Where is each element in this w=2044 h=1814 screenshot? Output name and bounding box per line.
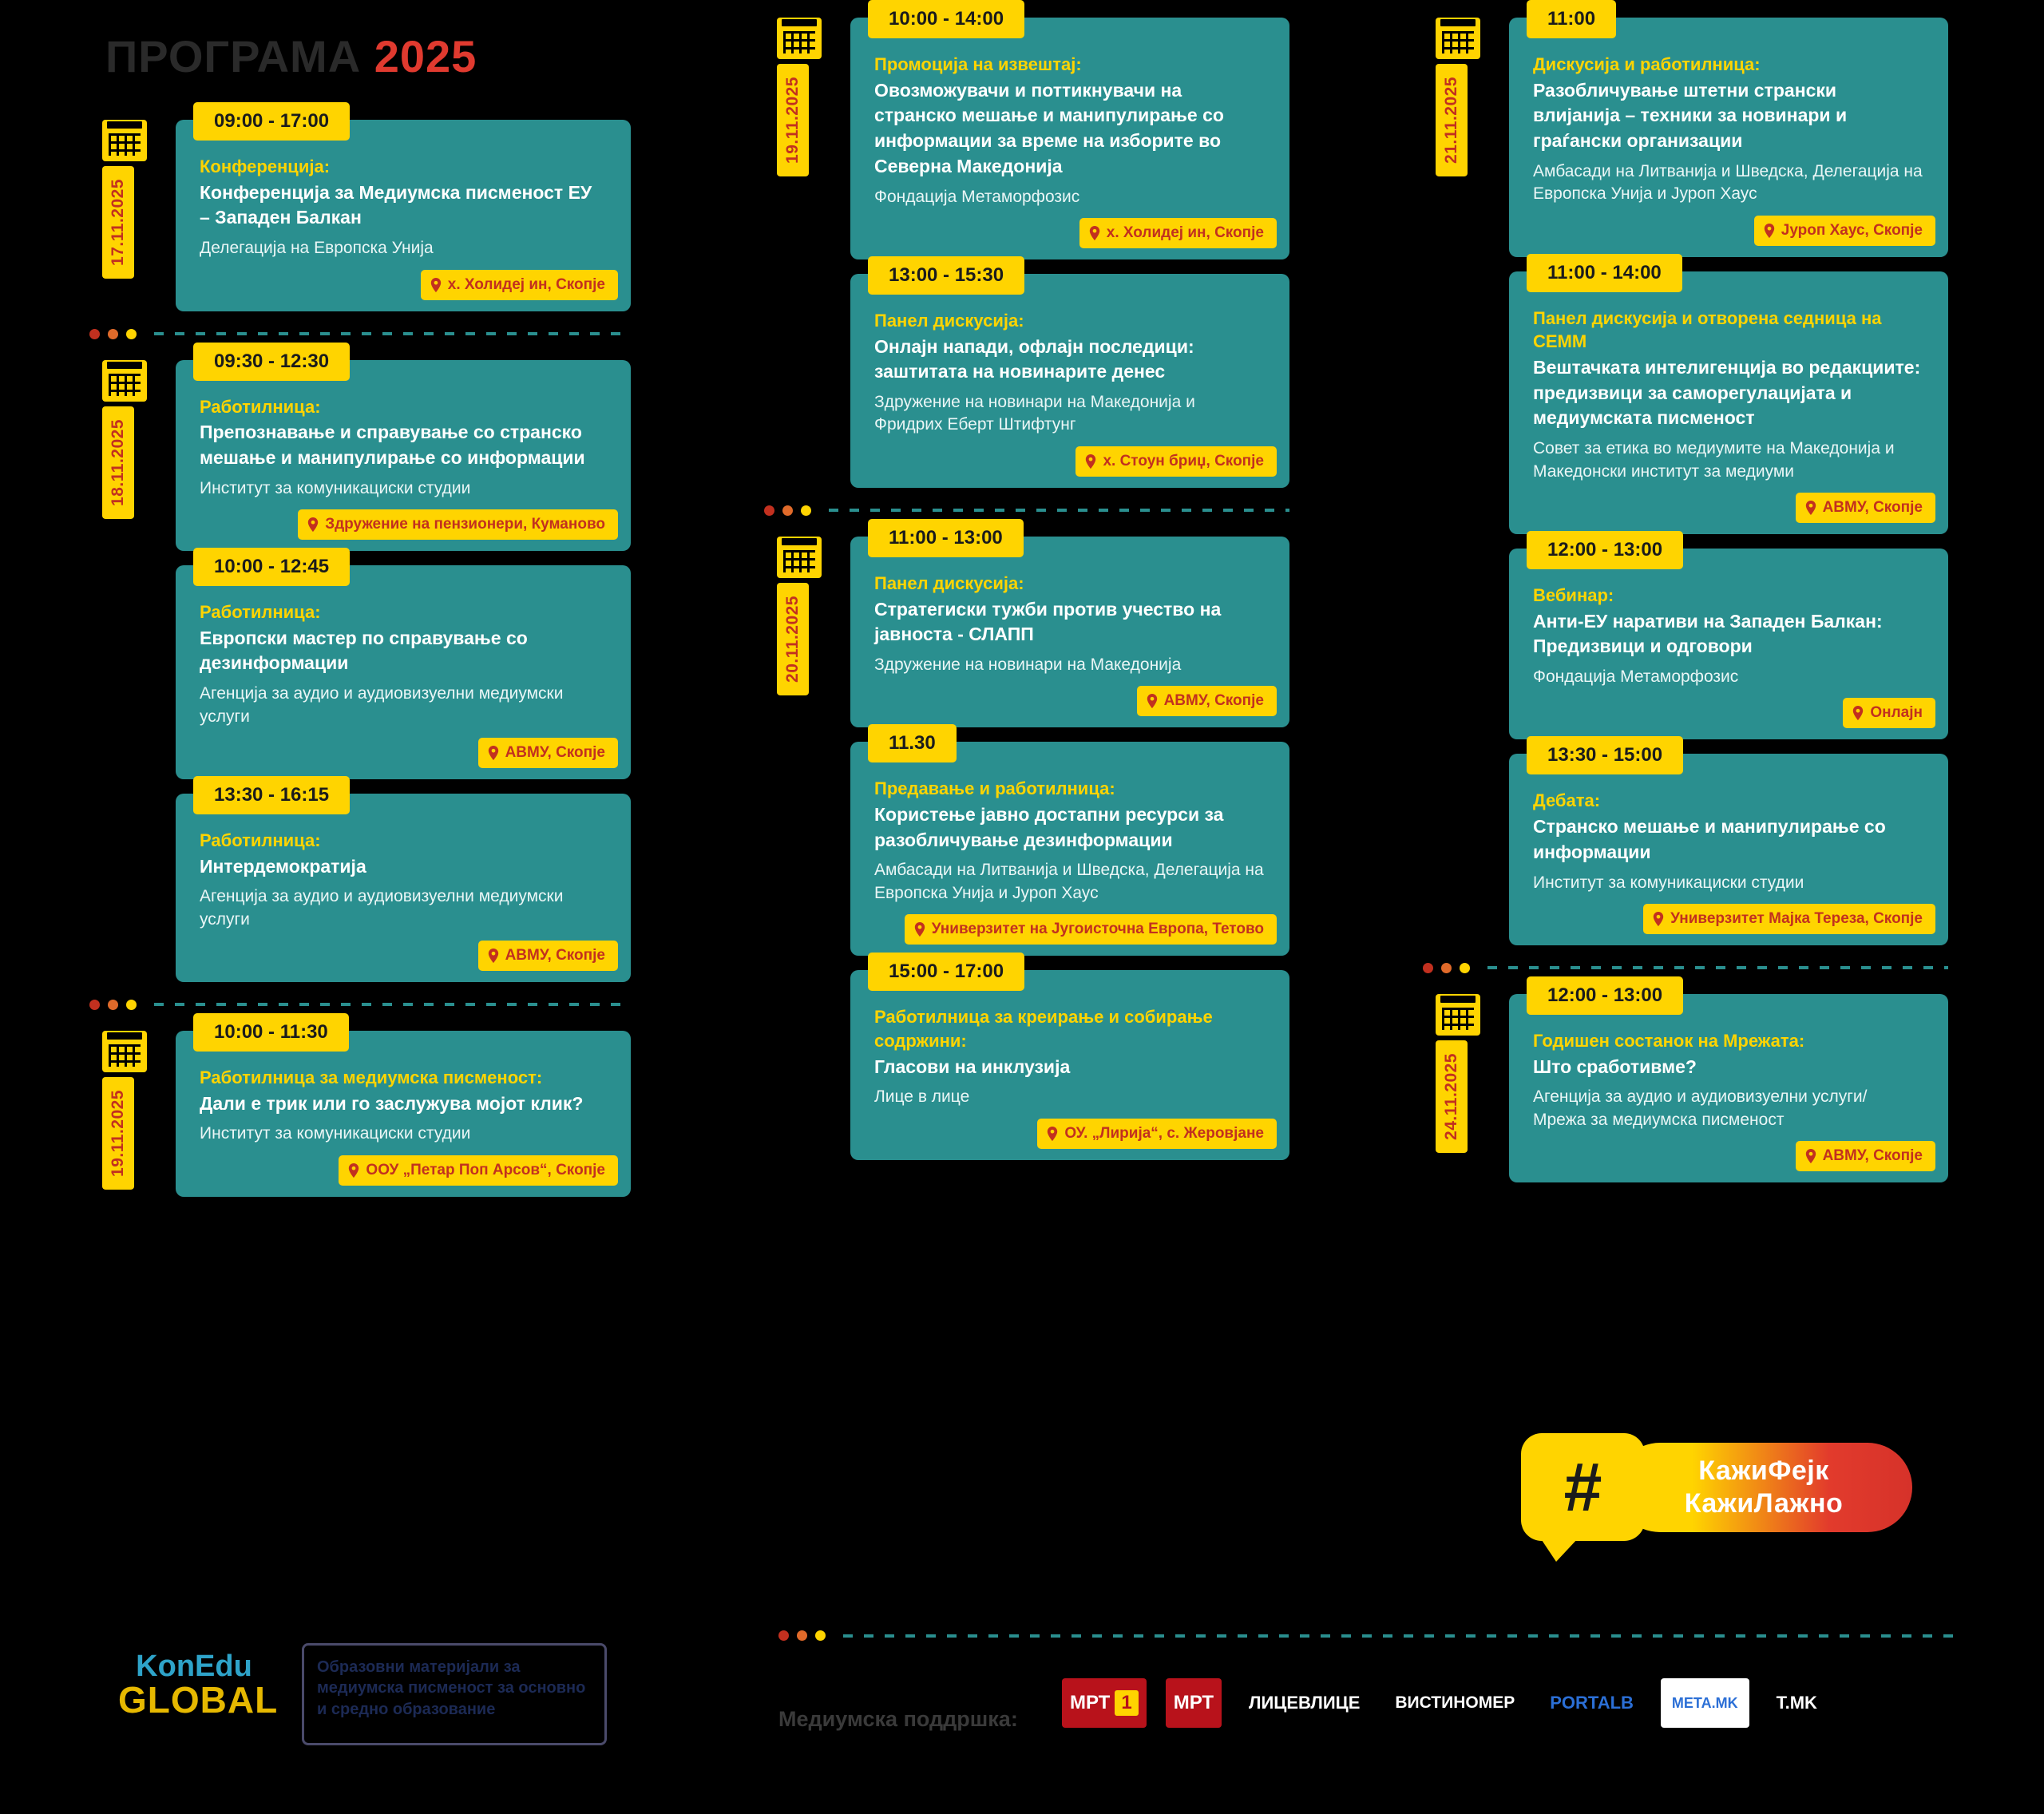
day-group	[88, 350, 631, 982]
separator-dot-yellow	[126, 329, 137, 339]
event-title: Користење јавно достапни ресурси за разобличување дезинформации	[874, 804, 1224, 850]
day-separator	[1421, 963, 1948, 973]
separator-dashed-line	[843, 1634, 1960, 1638]
event-venue[interactable]	[1796, 493, 1935, 523]
separator-dot-yellow	[1460, 963, 1470, 973]
event-venue-label: АВМУ, Скопје	[1822, 1147, 1923, 1164]
hashtag-line-2: КажиЛажно	[1684, 1488, 1844, 1519]
event-venue[interactable]	[1075, 446, 1277, 477]
day-group	[763, 8, 1289, 488]
event-venue[interactable]	[421, 270, 618, 300]
event-venue-label: ООУ „Петар Поп Арсов“, Скопје	[366, 1161, 605, 1178]
event-venue[interactable]	[1754, 216, 1935, 246]
separator-dot-red	[764, 505, 774, 516]
event-title: Онлајн напади, офлајн последици: заштитата на новинарите денес	[874, 335, 1194, 382]
page-title-year: 2025	[374, 31, 477, 81]
event-venue-label: АВМУ, Скопје	[1822, 498, 1923, 516]
event-kicker: Работилница:	[200, 602, 321, 622]
separator-dot-yellow	[815, 1630, 826, 1641]
event-organizer: Лице в лице	[874, 1087, 970, 1107]
event-card-list	[176, 350, 631, 982]
day-group	[88, 110, 631, 311]
program-column-3	[1421, 0, 1948, 1197]
educational-materials-note: Образовни материјали за медиумска писменост за основно и средно образование	[302, 1643, 607, 1745]
date-label: 19.11.2025	[102, 1077, 134, 1190]
event-card-list	[1509, 984, 1948, 1182]
event-card[interactable]	[1509, 744, 1948, 945]
event-organizer: Институт за комуникациски студии	[200, 1124, 471, 1143]
event-venue-label: АВМУ, Скопје	[505, 743, 605, 761]
event-venue[interactable]	[478, 738, 618, 768]
event-venue[interactable]	[339, 1155, 618, 1186]
hash-icon: #	[1563, 1448, 1602, 1526]
event-organizer: Делегација на Европска Унија	[200, 239, 434, 258]
event-venue-label: Здружение на пензионери, Куманово	[325, 516, 605, 533]
event-kicker: Работилница за медиумска писменост:	[200, 1067, 543, 1087]
event-kicker: Дискусија и работилница:	[1533, 54, 1761, 74]
licelnlice-logo[interactable]	[1241, 1678, 1368, 1728]
date-rail	[1421, 18, 1498, 176]
event-title: Стратегиски тужби против учество на јавноста - СЛАПП	[874, 598, 1222, 645]
day-group	[1421, 8, 1948, 945]
event-venue[interactable]	[478, 941, 618, 971]
calendar-icon	[777, 18, 822, 59]
media-support-label: Медиумска поддршка:	[778, 1707, 1018, 1731]
separator-dot-orange	[797, 1630, 807, 1641]
hashtag-pill	[1615, 1443, 1912, 1532]
event-card[interactable]	[1509, 538, 1948, 740]
event-venue[interactable]	[1037, 1119, 1277, 1149]
program-column-1	[88, 0, 631, 1211]
event-kicker: Панел дискусија:	[874, 572, 1024, 593]
event-card[interactable]	[176, 110, 631, 311]
date-rail	[88, 360, 164, 519]
date-label: 17.11.2025	[102, 166, 134, 279]
event-title: Странско мешање и манипулирање со информации	[1533, 816, 1886, 862]
day-separator	[88, 1000, 631, 1010]
event-organizer: Институт за комуникациски студии	[1533, 873, 1804, 892]
event-card[interactable]	[1509, 8, 1948, 257]
date-label: 19.11.2025	[777, 64, 809, 176]
event-kicker: Вебинар:	[1533, 584, 1614, 605]
event-organizer: Агенција за аудио и аудиовизуелни медиумски услуги	[200, 684, 564, 726]
portalb-logo[interactable]	[1542, 1678, 1642, 1728]
event-time: 13:30 - 16:15	[193, 776, 350, 814]
hashtag-line-1: КажиФејк	[1698, 1456, 1829, 1487]
event-time: 13:30 - 15:00	[1527, 736, 1683, 774]
event-venue[interactable]	[1643, 904, 1935, 934]
calendar-icon	[102, 1031, 147, 1072]
day-group	[763, 526, 1289, 1160]
calendar-icon	[1436, 18, 1480, 59]
event-card[interactable]	[176, 350, 631, 552]
media-partner-logos	[1062, 1678, 1825, 1728]
campaign-hashtag-logo	[1521, 1433, 1912, 1557]
event-title: Што сработивме?	[1533, 1056, 1697, 1077]
event-time: 09:30 - 12:30	[193, 343, 350, 381]
event-card[interactable]	[176, 783, 631, 982]
event-venue-label: х. Холидеј ин, Скопје	[447, 275, 605, 293]
event-venue-label: х. Холидеј ин, Скопје	[1106, 224, 1264, 241]
day-separator	[88, 329, 631, 339]
event-kicker: Работилница:	[200, 830, 321, 850]
event-venue-label: АВМУ, Скопје	[1163, 692, 1264, 710]
date-label: 21.11.2025	[1436, 64, 1468, 176]
event-organizer: Фондација Метаморфозис	[1533, 667, 1739, 686]
separator-dot-orange	[1441, 963, 1452, 973]
event-venue[interactable]	[1843, 698, 1935, 728]
event-time: 09:00 - 17:00	[193, 102, 350, 141]
vistinomer-logo-text: ВИСТИНОМЕР	[1395, 1693, 1515, 1712]
event-venue-label: АВМУ, Скопје	[505, 946, 605, 964]
event-title: Конференција за Медиумска писменост ЕУ – Западен Балкан	[200, 181, 592, 228]
event-card[interactable]	[850, 263, 1289, 488]
event-venue[interactable]	[1137, 686, 1277, 716]
separator-dot-orange	[108, 1000, 118, 1010]
footer	[0, 1605, 2044, 1814]
konedu-logo-line-2: GLOBAL	[118, 1679, 279, 1721]
event-time: 10:00 - 12:45	[193, 548, 350, 586]
event-venue-label: х. Стоун бриџ, Скопје	[1103, 452, 1264, 469]
event-time: 11:00 - 13:00	[868, 519, 1024, 557]
date-label: 20.11.2025	[777, 583, 809, 695]
event-organizer: Агенција за аудио и аудиовизуелни медиумски услуги	[200, 887, 564, 929]
event-time: 11:00	[1527, 0, 1616, 38]
event-kicker: Работилница за креирање и собирање содржини:	[874, 1007, 1213, 1051]
day-group	[88, 1020, 631, 1197]
date-label: 18.11.2025	[102, 406, 134, 519]
mrt1-logo-badge: 1	[1115, 1690, 1138, 1716]
separator-dot-red	[778, 1630, 789, 1641]
separator-dot-orange	[108, 329, 118, 339]
event-card[interactable]	[850, 526, 1289, 728]
separator-dot-red	[89, 1000, 100, 1010]
event-organizer: Здружение на новинари на Македонија	[874, 655, 1182, 674]
event-card[interactable]	[1509, 984, 1948, 1182]
event-title: Препознавање и справување со странско мешање и манипулирање со информации	[200, 422, 585, 468]
event-organizer: Амбасади на Литванија и Шведска, Делегација на Европска Унија и Јуроп Хаус	[874, 861, 1264, 902]
licelnlice-logo-text: ЛИЦЕВЛИЦЕ	[1249, 1693, 1361, 1713]
event-organizer: Совет за етика во медиумите на Македонија и Македонски институт за медиуми	[1533, 439, 1895, 481]
tmk-logo-text: T.MK	[1776, 1693, 1817, 1713]
event-title: Вештачката интелигенција во редакциите: предизвици за саморегулацијата и медиумската писменост	[1533, 356, 1921, 429]
event-venue-label: Онлајн	[1870, 704, 1923, 722]
vistinomer-logo[interactable]	[1387, 1678, 1523, 1728]
day-group	[1421, 984, 1948, 1182]
program-column-2	[763, 0, 1289, 1174]
event-title: Интердемократија	[200, 855, 366, 877]
separator-dot-yellow	[801, 505, 811, 516]
separator-dot-red	[89, 329, 100, 339]
calendar-icon	[1436, 994, 1480, 1036]
tmk-logo[interactable]	[1769, 1678, 1825, 1728]
date-rail	[88, 120, 164, 279]
event-title: Разобличување штетни странски влијанија – техники за новинари и граѓански организации	[1533, 79, 1848, 152]
event-venue-label: Универзитет Мајка Тереза, Скопје	[1670, 909, 1923, 927]
event-title: Анти-ЕУ наративи на Западен Балкан: Предизвици и одговори	[1533, 610, 1883, 657]
separator-dashed-line	[154, 1003, 631, 1006]
event-card-list	[1509, 8, 1948, 945]
event-organizer: Амбасади на Литванија и Шведска, Делегација на Европска Унија и Јуроп Хаус	[1533, 161, 1923, 204]
event-time: 12:00 - 13:00	[1527, 976, 1683, 1015]
date-rail	[1421, 994, 1498, 1153]
event-time: 11:00 - 14:00	[1527, 254, 1682, 292]
event-kicker: Работилница:	[200, 396, 321, 417]
event-title: Гласови на инклузија	[874, 1056, 1071, 1077]
event-venue-label: Јуроп Хаус, Скопје	[1781, 221, 1923, 239]
separator-dot-red	[1423, 963, 1433, 973]
event-kicker: Дебата:	[1533, 790, 1601, 811]
event-title: Европски мастер по справување со дезинформации	[200, 627, 528, 674]
event-kicker: Панел дискусија:	[874, 310, 1024, 331]
separator-dashed-line	[154, 332, 631, 335]
event-venue[interactable]	[1796, 1141, 1935, 1171]
calendar-icon	[102, 120, 147, 161]
event-card-list	[850, 526, 1289, 1160]
meta-mk-logo-text: META.MK	[1671, 1694, 1738, 1711]
separator-dot-yellow	[126, 1000, 137, 1010]
event-organizer: Институт за комуникациски студии	[200, 478, 471, 497]
event-kicker: Предавање и работилница:	[874, 778, 1115, 799]
event-organizer: Агенција за аудио и аудиовизуелни услуги/ Мрежа за медиумска писменост	[1533, 1087, 1868, 1129]
page-title-main: ПРОГРАМА	[105, 31, 362, 81]
calendar-icon	[102, 360, 147, 402]
mrt1-logo-text: МРТ	[1070, 1692, 1111, 1713]
event-time: 11.30	[868, 724, 957, 762]
separator-dot-orange	[782, 505, 793, 516]
event-card[interactable]	[850, 732, 1289, 956]
event-card[interactable]	[1509, 261, 1948, 534]
mrt1-logo[interactable]	[1062, 1678, 1147, 1728]
event-time: 10:00 - 11:30	[193, 1013, 349, 1052]
event-venue[interactable]	[905, 914, 1277, 945]
event-organizer: Здружение на новинари на Македонија и Фридрих Еберт Штифтунг	[874, 393, 1195, 434]
event-card[interactable]	[850, 8, 1289, 259]
separator-dashed-line	[829, 509, 1289, 512]
event-venue-label: ОУ. „Лирија“, с. Жеровјане	[1064, 1124, 1264, 1142]
event-kicker: Годишен состанок на Мрежата:	[1533, 1030, 1805, 1051]
konedu-global-logo	[118, 1650, 279, 1721]
event-kicker: Панел дискусија и отворена седница на СЕММ	[1533, 307, 1882, 352]
meta-mk-logo[interactable]	[1661, 1678, 1749, 1728]
event-kicker: Промоција на извештај:	[874, 54, 1082, 74]
date-label: 24.11.2025	[1436, 1040, 1468, 1153]
event-venue-label: Универзитет на Југоисточна Европа, Тетово	[931, 921, 1264, 938]
date-rail	[763, 537, 839, 695]
konedu-logo-line-1: KonEdu	[136, 1650, 252, 1683]
event-card[interactable]	[850, 960, 1289, 1159]
event-venue[interactable]	[298, 509, 618, 540]
event-title: Овозможувачи и поттикнувачи на странско мешање и манипулирање со информации за време на изборите во Северна Македонија	[874, 79, 1224, 176]
event-card-list	[176, 110, 631, 311]
event-time: 12:00 - 13:00	[1527, 531, 1683, 569]
footer-separator	[778, 1630, 1960, 1641]
event-card[interactable]	[176, 556, 631, 779]
event-time: 13:00 - 15:30	[868, 256, 1024, 295]
event-card-list	[850, 8, 1289, 488]
event-card-list	[176, 1020, 631, 1197]
event-venue[interactable]	[1079, 218, 1277, 248]
mrt2-logo-text: МРТ	[1173, 1692, 1214, 1713]
mrt2-logo[interactable]	[1166, 1678, 1222, 1728]
date-rail	[88, 1031, 164, 1190]
event-card[interactable]	[176, 1020, 631, 1197]
day-separator	[763, 505, 1289, 516]
event-title: Дали е трик или го заслужува мојот клик?	[200, 1092, 584, 1114]
calendar-icon	[777, 537, 822, 578]
separator-dashed-line	[1487, 966, 1948, 969]
event-time: 15:00 - 17:00	[868, 953, 1024, 991]
date-rail	[763, 18, 839, 176]
event-time: 10:00 - 14:00	[868, 0, 1024, 38]
portalb-logo-text: PORTALB	[1550, 1693, 1634, 1713]
event-kicker: Конференција:	[200, 156, 331, 176]
event-organizer: Фондација Метаморфозис	[874, 187, 1080, 206]
